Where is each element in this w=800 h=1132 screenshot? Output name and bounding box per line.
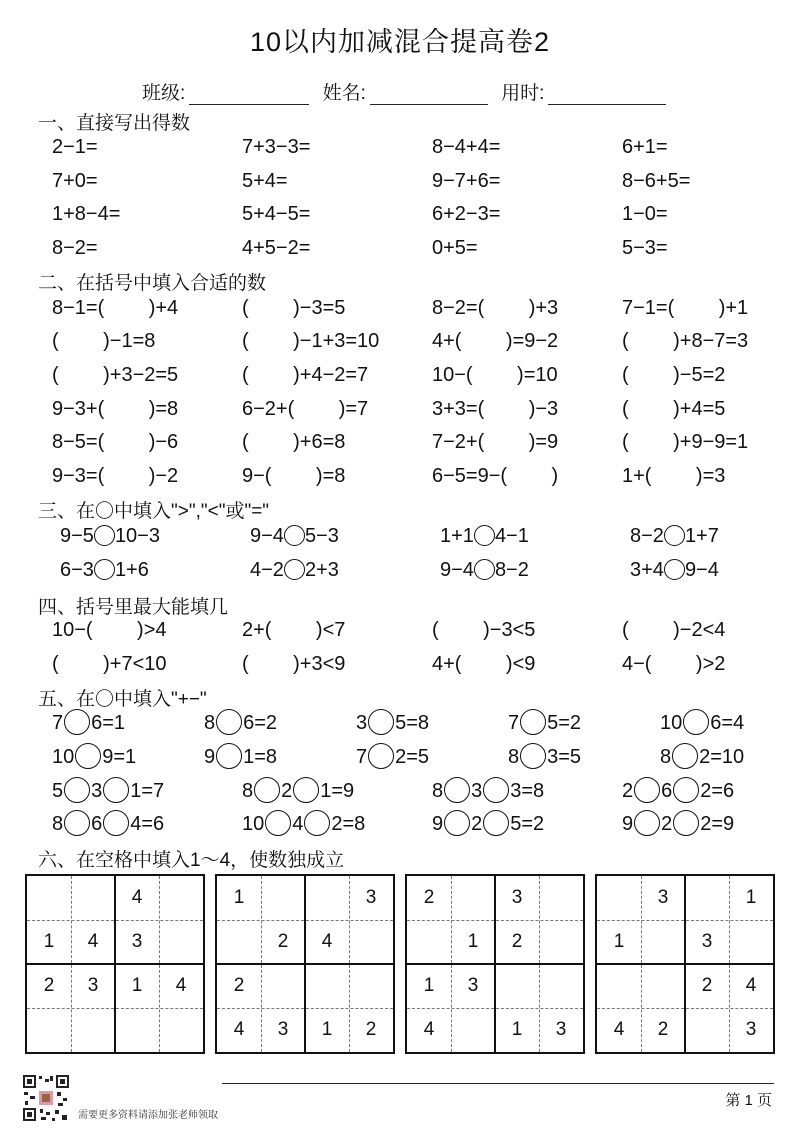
number: 6 bbox=[243, 712, 255, 734]
problem[interactable]: 5+4= bbox=[242, 170, 288, 192]
problem[interactable]: ( )+3<9 bbox=[242, 653, 346, 675]
sudoku-cell: 4 bbox=[131, 887, 143, 908]
sudoku-cell[interactable] bbox=[305, 964, 349, 1008]
right-expression: 2+3 bbox=[304, 559, 339, 581]
problem-row bbox=[0, 326, 800, 356]
problem[interactable]: 8−6+5= bbox=[622, 170, 691, 192]
number: 5 bbox=[510, 813, 522, 835]
result: =2 bbox=[254, 712, 278, 734]
sudoku-cell[interactable] bbox=[729, 920, 773, 964]
number: 4 bbox=[292, 813, 304, 835]
result: =8 bbox=[254, 746, 278, 768]
sudoku-cell[interactable] bbox=[451, 876, 495, 920]
number: 3 bbox=[547, 746, 559, 768]
problem[interactable]: 6−2+( )=7 bbox=[242, 398, 369, 420]
problem[interactable]: 6−5=9−( ) bbox=[432, 465, 559, 487]
problem[interactable]: 7+3−3= bbox=[242, 136, 311, 158]
sudoku-cell: 1 bbox=[467, 931, 479, 952]
answer-circle[interactable] bbox=[103, 810, 129, 836]
answer-circle[interactable] bbox=[520, 743, 546, 769]
number: 2 bbox=[661, 813, 673, 835]
problem[interactable]: 5+4−5= bbox=[242, 203, 311, 225]
sudoku-cell: 1 bbox=[423, 975, 435, 996]
problem-row bbox=[0, 293, 800, 323]
problem[interactable]: 0+5= bbox=[432, 237, 478, 259]
number: 5 bbox=[547, 712, 559, 734]
sudoku-cell: 3 bbox=[701, 931, 713, 952]
answer-circle[interactable] bbox=[368, 709, 394, 735]
number: 6 bbox=[661, 780, 673, 802]
number: 3 bbox=[356, 712, 368, 734]
problem[interactable]: 2+( )<7 bbox=[242, 619, 346, 641]
result: =2 bbox=[558, 712, 582, 734]
sudoku-cell: 3 bbox=[277, 1019, 289, 1040]
number: 2 bbox=[331, 813, 343, 835]
section-heading: 六、在空格中填入1～4，使数独成立 bbox=[38, 850, 345, 871]
answer-circle[interactable] bbox=[683, 709, 709, 735]
problem[interactable]: ( )+3−2=5 bbox=[52, 364, 179, 386]
sudoku-cell: 1 bbox=[745, 887, 757, 908]
problem-row bbox=[0, 199, 800, 229]
page-title: 10以内加减混合提高卷2 bbox=[249, 27, 551, 57]
answer-circle[interactable] bbox=[368, 743, 394, 769]
answer-circle[interactable] bbox=[304, 810, 330, 836]
sudoku-cell: 2 bbox=[701, 975, 713, 996]
sudoku-cell: 1 bbox=[511, 1019, 523, 1040]
qr-code-icon bbox=[22, 1074, 70, 1122]
number: 8 bbox=[660, 746, 672, 768]
number: 9 bbox=[432, 813, 444, 835]
compare-problem bbox=[440, 521, 529, 551]
sudoku-cell: 4 bbox=[175, 975, 187, 996]
compare-problem bbox=[440, 555, 529, 585]
number: 7 bbox=[508, 712, 520, 734]
sudoku-cell: 2 bbox=[657, 1019, 669, 1040]
result: =1 bbox=[102, 712, 126, 734]
answer-circle[interactable] bbox=[216, 743, 242, 769]
problem-row bbox=[0, 615, 800, 645]
problem[interactable]: ( )−1=8 bbox=[52, 330, 156, 352]
class-label: 班级: bbox=[142, 83, 186, 104]
problem-row bbox=[0, 649, 800, 679]
problem[interactable]: ( )+6=8 bbox=[242, 431, 346, 453]
problem[interactable]: 7−1=( )+1 bbox=[622, 297, 749, 319]
time-blank[interactable] bbox=[548, 84, 666, 105]
compare-row bbox=[0, 555, 800, 585]
operator-problem bbox=[508, 742, 581, 772]
sudoku-cell[interactable] bbox=[71, 1008, 115, 1052]
answer-circle[interactable] bbox=[474, 525, 495, 546]
number: 9 bbox=[622, 813, 634, 835]
problem[interactable]: ( )−2<4 bbox=[622, 619, 726, 641]
sudoku-cell[interactable] bbox=[641, 964, 685, 1008]
answer-circle[interactable] bbox=[634, 777, 660, 803]
left-expression: 9−4 bbox=[250, 525, 284, 547]
sudoku-cell: 3 bbox=[745, 1019, 757, 1040]
number: 8 bbox=[52, 813, 64, 835]
sudoku-cell: 2 bbox=[277, 931, 289, 952]
sudoku-cell[interactable] bbox=[159, 1008, 203, 1052]
sudoku-cell: 1 bbox=[43, 931, 55, 952]
answer-circle[interactable] bbox=[94, 525, 115, 546]
footer-divider bbox=[222, 1083, 774, 1084]
operator-problem bbox=[356, 708, 429, 738]
sudoku-cell[interactable] bbox=[305, 876, 349, 920]
answer-circle[interactable] bbox=[444, 810, 470, 836]
number: 5 bbox=[52, 780, 64, 802]
sudoku-cell: 2 bbox=[233, 975, 245, 996]
section-heading: 二、在括号中填入合适的数 bbox=[38, 273, 267, 294]
right-expression: 1+7 bbox=[684, 525, 719, 547]
sudoku-cell[interactable] bbox=[685, 1008, 729, 1052]
problem[interactable]: 8−5=( )−6 bbox=[52, 431, 179, 453]
result: =5 bbox=[406, 746, 430, 768]
sudoku-cell: 1 bbox=[321, 1019, 333, 1040]
problem[interactable]: 6+2−3= bbox=[432, 203, 501, 225]
sudoku-cell: 4 bbox=[613, 1019, 625, 1040]
number: 8 bbox=[508, 746, 520, 768]
result: =4 bbox=[721, 712, 745, 734]
operator-row bbox=[0, 742, 800, 772]
operator-problem bbox=[660, 708, 744, 738]
number: 10 bbox=[242, 813, 265, 835]
sudoku-cell[interactable] bbox=[597, 964, 641, 1008]
number: 7 bbox=[52, 712, 64, 734]
answer-circle[interactable] bbox=[634, 810, 660, 836]
sudoku-cell[interactable] bbox=[27, 876, 71, 920]
result: =2 bbox=[521, 813, 545, 835]
result: =7 bbox=[141, 780, 165, 802]
number: 2 bbox=[395, 746, 407, 768]
left-expression: 6−3 bbox=[60, 559, 94, 581]
operator-problem bbox=[356, 742, 429, 772]
sudoku-cell[interactable] bbox=[407, 920, 451, 964]
right-expression: 1+6 bbox=[114, 559, 149, 581]
sudoku-cell: 3 bbox=[87, 975, 99, 996]
answer-circle[interactable] bbox=[103, 777, 129, 803]
number: 5 bbox=[395, 712, 407, 734]
number: 9 bbox=[204, 746, 216, 768]
left-expression: 1+1 bbox=[440, 525, 474, 547]
operator-problem bbox=[660, 742, 744, 772]
answer-circle[interactable] bbox=[664, 559, 685, 580]
answer-circle[interactable] bbox=[672, 743, 698, 769]
problem[interactable]: ( )+4=5 bbox=[622, 398, 726, 420]
problem[interactable]: 8−4+4= bbox=[432, 136, 501, 158]
time-label: 用时: bbox=[501, 83, 545, 104]
problem[interactable]: 5−3= bbox=[622, 237, 668, 259]
problem[interactable]: 3+3=( )−3 bbox=[432, 398, 559, 420]
operator-problem bbox=[52, 776, 164, 806]
number: 2 bbox=[700, 813, 712, 835]
section-heading: 四、括号里最大能填几 bbox=[38, 597, 229, 618]
number: 2 bbox=[471, 813, 483, 835]
result: =8 bbox=[521, 780, 545, 802]
number: 2 bbox=[281, 780, 293, 802]
number: 7 bbox=[356, 746, 368, 768]
sudoku-cell: 3 bbox=[467, 975, 479, 996]
name-label: 姓名: bbox=[322, 83, 366, 104]
number: 2 bbox=[699, 746, 711, 768]
problem[interactable]: 7+0= bbox=[52, 170, 98, 192]
problem[interactable]: 1+8−4= bbox=[52, 203, 121, 225]
problem[interactable]: 10−( )=10 bbox=[432, 364, 558, 386]
problem[interactable]: 2−1= bbox=[52, 136, 98, 158]
sudoku-cell[interactable] bbox=[261, 964, 305, 1008]
problem[interactable]: ( )−5=2 bbox=[622, 364, 726, 386]
sudoku-cell: 1 bbox=[233, 887, 245, 908]
right-expression: 9−4 bbox=[684, 559, 719, 581]
answer-circle[interactable] bbox=[265, 810, 291, 836]
sudoku-cell[interactable] bbox=[71, 876, 115, 920]
answer-circle[interactable] bbox=[216, 709, 242, 735]
sudoku-cell: 2 bbox=[365, 1019, 377, 1040]
sudoku-cell: 1 bbox=[613, 931, 625, 952]
answer-circle[interactable] bbox=[520, 709, 546, 735]
operator-problem bbox=[242, 809, 365, 839]
operator-problem bbox=[52, 708, 125, 738]
number: 8 bbox=[204, 712, 216, 734]
problem[interactable]: ( )−3<5 bbox=[432, 619, 536, 641]
sudoku-cell[interactable] bbox=[685, 876, 729, 920]
sudoku-grid bbox=[215, 874, 395, 1054]
sudoku-cell: 3 bbox=[555, 1019, 567, 1040]
sudoku-cell[interactable] bbox=[349, 920, 393, 964]
sudoku-cell: 2 bbox=[511, 931, 523, 952]
number: 10 bbox=[660, 712, 683, 734]
left-expression: 9−4 bbox=[440, 559, 474, 581]
sudoku-cell[interactable] bbox=[159, 876, 203, 920]
problem-row bbox=[0, 427, 800, 457]
number: 2 bbox=[700, 780, 712, 802]
answer-circle[interactable] bbox=[254, 777, 280, 803]
answer-circle[interactable] bbox=[664, 525, 685, 546]
problem[interactable]: ( )−3=5 bbox=[242, 297, 346, 319]
right-expression: 10−3 bbox=[114, 525, 160, 547]
answer-circle[interactable] bbox=[444, 777, 470, 803]
operator-problem bbox=[432, 776, 544, 806]
operator-problem bbox=[242, 776, 354, 806]
result: =10 bbox=[710, 746, 745, 768]
answer-circle[interactable] bbox=[64, 810, 90, 836]
operator-problem bbox=[622, 776, 734, 806]
sudoku-grid bbox=[25, 874, 205, 1054]
problem[interactable]: ( )+7<10 bbox=[52, 653, 167, 675]
sudoku-cell: 4 bbox=[745, 975, 757, 996]
sudoku-cell: 2 bbox=[43, 975, 55, 996]
answer-circle[interactable] bbox=[483, 810, 509, 836]
right-expression: 4−1 bbox=[494, 525, 529, 547]
problem[interactable]: 1−0= bbox=[622, 203, 668, 225]
sudoku-cell[interactable] bbox=[159, 920, 203, 964]
sudoku-cell[interactable] bbox=[451, 1008, 495, 1052]
number: 8 bbox=[432, 780, 444, 802]
answer-circle[interactable] bbox=[64, 709, 90, 735]
problem[interactable]: 4+( )<9 bbox=[432, 653, 536, 675]
problem[interactable]: 9−7+6= bbox=[432, 170, 501, 192]
problem[interactable]: 6+1= bbox=[622, 136, 668, 158]
answer-circle[interactable] bbox=[673, 810, 699, 836]
number: 10 bbox=[52, 746, 75, 768]
problem-row bbox=[0, 360, 800, 390]
problem-row bbox=[0, 166, 800, 196]
answer-circle[interactable] bbox=[64, 777, 90, 803]
problem-row bbox=[0, 461, 800, 491]
problem[interactable]: 8−2= bbox=[52, 237, 98, 259]
student-info bbox=[142, 78, 674, 105]
sudoku-cell: 4 bbox=[233, 1019, 245, 1040]
answer-circle[interactable] bbox=[474, 559, 495, 580]
sudoku-grid bbox=[405, 874, 585, 1054]
compare-problem bbox=[630, 521, 719, 551]
operator-problem bbox=[204, 742, 277, 772]
number: 6 bbox=[91, 712, 103, 734]
result: =9 bbox=[711, 813, 735, 835]
sudoku-cell[interactable] bbox=[495, 964, 539, 1008]
problem[interactable]: 9−3+( )=8 bbox=[52, 398, 179, 420]
answer-circle[interactable] bbox=[284, 525, 305, 546]
right-expression: 5−3 bbox=[304, 525, 339, 547]
answer-circle[interactable] bbox=[673, 777, 699, 803]
name-blank[interactable] bbox=[370, 84, 488, 105]
operator-row bbox=[0, 809, 800, 839]
problem[interactable]: 7−2+( )=9 bbox=[432, 431, 559, 453]
sudoku-cell: 3 bbox=[657, 887, 669, 908]
problem[interactable]: 8−2=( )+3 bbox=[432, 297, 559, 319]
sudoku-cell: 3 bbox=[511, 887, 523, 908]
number: 3 bbox=[471, 780, 483, 802]
operator-row bbox=[0, 708, 800, 738]
problem-row bbox=[0, 394, 800, 424]
sudoku-cell[interactable] bbox=[597, 876, 641, 920]
number: 3 bbox=[510, 780, 522, 802]
operator-problem bbox=[432, 809, 544, 839]
sudoku-cell[interactable] bbox=[641, 920, 685, 964]
problem-row bbox=[0, 132, 800, 162]
result: =8 bbox=[342, 813, 366, 835]
problem[interactable]: 4−( )>2 bbox=[622, 653, 726, 675]
compare-problem bbox=[60, 555, 149, 585]
compare-problem bbox=[250, 555, 339, 585]
answer-circle[interactable] bbox=[483, 777, 509, 803]
answer-circle[interactable] bbox=[75, 743, 101, 769]
answer-circle[interactable] bbox=[94, 559, 115, 580]
answer-circle[interactable] bbox=[284, 559, 305, 580]
problem[interactable]: ( )+9−9=1 bbox=[622, 431, 749, 453]
sudoku-cell: 3 bbox=[365, 887, 377, 908]
footer-note: 需要更多资料请添加张老师领取 bbox=[78, 1110, 218, 1121]
number: 6 bbox=[91, 813, 103, 835]
answer-circle[interactable] bbox=[293, 777, 319, 803]
problem[interactable]: 1+( )=3 bbox=[622, 465, 726, 487]
operator-problem bbox=[52, 742, 136, 772]
sudoku-cell: 1 bbox=[131, 975, 143, 996]
problem-row bbox=[0, 233, 800, 263]
left-expression: 8−2 bbox=[630, 525, 664, 547]
left-expression: 4−2 bbox=[250, 559, 284, 581]
sudoku-cell: 4 bbox=[423, 1019, 435, 1040]
number: 1 bbox=[130, 780, 142, 802]
compare-problem bbox=[250, 521, 339, 551]
section-heading: 一、直接写出得数 bbox=[38, 113, 191, 134]
sudoku-cell[interactable] bbox=[539, 920, 583, 964]
sudoku-cell[interactable] bbox=[27, 1008, 71, 1052]
result: =6 bbox=[711, 780, 735, 802]
number: 6 bbox=[710, 712, 722, 734]
number: 1 bbox=[243, 746, 255, 768]
sudoku-cell[interactable] bbox=[539, 876, 583, 920]
result: =5 bbox=[558, 746, 582, 768]
sudoku-cell[interactable] bbox=[115, 1008, 159, 1052]
problem[interactable]: 9−( )=8 bbox=[242, 465, 346, 487]
problem[interactable]: 9−3=( )−2 bbox=[52, 465, 179, 487]
number: 1 bbox=[320, 780, 332, 802]
sudoku-cell[interactable] bbox=[539, 964, 583, 1008]
sudoku-cell: 4 bbox=[87, 931, 99, 952]
page-number: 第 1 页 bbox=[725, 1092, 772, 1109]
sudoku-cell: 3 bbox=[131, 931, 143, 952]
problem[interactable]: ( )+8−7=3 bbox=[622, 330, 749, 352]
operator-problem bbox=[508, 708, 581, 738]
result: =1 bbox=[113, 746, 137, 768]
problem[interactable]: 4+5−2= bbox=[242, 237, 311, 259]
result: =9 bbox=[331, 780, 355, 802]
number: 2 bbox=[622, 780, 634, 802]
operator-row bbox=[0, 776, 800, 806]
number: 3 bbox=[91, 780, 103, 802]
sudoku-cell: 4 bbox=[321, 931, 333, 952]
compare-problem bbox=[630, 555, 719, 585]
problem[interactable]: 4+( )=9−2 bbox=[432, 330, 559, 352]
result: =8 bbox=[406, 712, 430, 734]
sudoku-cell[interactable] bbox=[261, 876, 305, 920]
number: 9 bbox=[102, 746, 114, 768]
section-heading: 三、在〇中填入">","<"或"=" bbox=[38, 501, 270, 522]
class-blank[interactable] bbox=[189, 84, 309, 105]
section-heading: 五、在〇中填入"+−" bbox=[38, 689, 207, 710]
problem[interactable]: 10−( )>4 bbox=[52, 619, 167, 641]
left-expression: 3+4 bbox=[630, 559, 664, 581]
result: =6 bbox=[141, 813, 165, 835]
sudoku-cell: 2 bbox=[423, 887, 435, 908]
problem[interactable]: ( )+4−2=7 bbox=[242, 364, 369, 386]
number: 4 bbox=[130, 813, 142, 835]
sudoku-cell[interactable] bbox=[217, 920, 261, 964]
operator-problem bbox=[52, 809, 164, 839]
sudoku-cell[interactable] bbox=[349, 964, 393, 1008]
left-expression: 9−5 bbox=[60, 525, 94, 547]
right-expression: 8−2 bbox=[494, 559, 529, 581]
problem[interactable]: ( )−1+3=10 bbox=[242, 330, 380, 352]
operator-problem bbox=[204, 708, 277, 738]
number: 8 bbox=[242, 780, 254, 802]
sudoku-grid bbox=[595, 874, 775, 1054]
problem[interactable]: 8−1=( )+4 bbox=[52, 297, 179, 319]
compare-problem bbox=[60, 521, 160, 551]
operator-problem bbox=[622, 809, 734, 839]
compare-row bbox=[0, 521, 800, 551]
